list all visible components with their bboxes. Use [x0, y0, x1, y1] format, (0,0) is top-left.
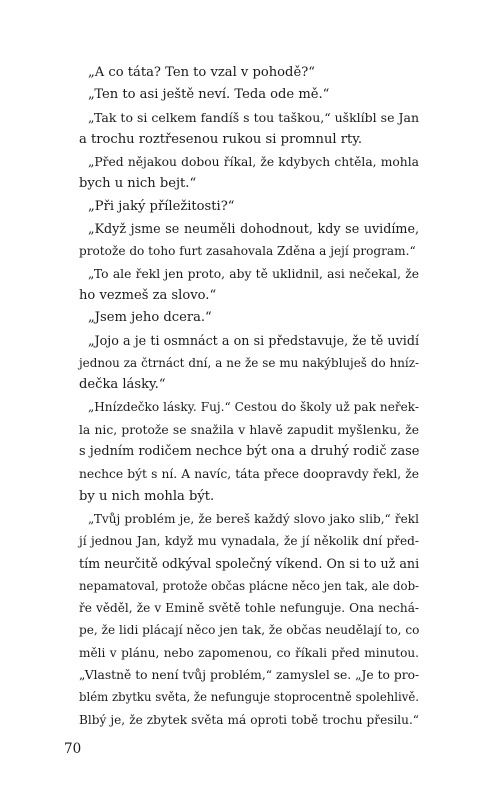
text-line: „Jojo a je ti osmnáct a on si představuje, že tě uvidí — [88, 332, 419, 348]
text-line: měli v plánu, nebo zapomenou, co říkali před minutou. — [79, 645, 419, 660]
text-line: pe, že lidi plácají něco jen tak, že občas neudělají to, co — [79, 623, 420, 638]
text-line: blém zbytku světa, že nefunguje stoprocentně spolehlivě. — [79, 690, 419, 705]
text-line: „Před nějakou dobou říkal, že kdybych chtěla, mohla — [88, 155, 419, 170]
text-line: Blbý je, že zbytek světa má oproti tobě trochu přesilu.“ — [79, 712, 419, 727]
text-line: dečka lásky.“ — [79, 377, 166, 393]
text-line: „Hnízdečko lásky. Fuj.“ Cestou do školy už pak neřek- — [88, 400, 419, 415]
text-line: „A co táta? Ten to vzal v pohodě?“ — [88, 65, 315, 80]
text-line: „Při jaký příležitosti?“ — [88, 198, 235, 214]
text-line: nepamatoval, protože občas plácne něco jen tak, ale dob- — [79, 578, 419, 593]
text-line: ře věděl, že v Emině světě tohle nefunguje. Ona nechá- — [79, 601, 419, 616]
text-line: a trochu roztřesenou rukou si promnul rty. — [79, 131, 363, 147]
text-line: la nic, protože se snažila v hlavě zapudit myšlenku, že — [79, 422, 419, 437]
text-line: „To ale řekl jen proto, aby tě uklidnil, asi nečekal, že — [88, 266, 419, 281]
body-text — [79, 62, 419, 731]
text-line: nechce být s ní. A navíc, táta přece doopravdy řekl, že — [79, 467, 419, 482]
text-line: „Tvůj problém je, že bereš každý slovo jako slib,“ řekl — [88, 511, 419, 526]
text-line: by u nich mohla být. — [79, 488, 215, 504]
text-line: tím neurčitě odkýval společný víkend. On si to už ani — [79, 555, 420, 571]
text-line: „Když jsme se neuměli dohodnout, kdy se uvidíme, — [88, 221, 419, 237]
text-line: „Vlastně to není tvůj problém,“ zamyslel se. „Je to pro- — [79, 668, 420, 683]
page-number: 70 — [64, 741, 82, 757]
text-line: „Jsem jeho dcera.“ — [88, 310, 212, 326]
text-line: „Tak to si celkem fandíš s tou taškou,“ ušklíbl se Jan — [88, 109, 419, 125]
text-line: jí jednou Jan, když mu vynadala, že jí několik dní před- — [79, 534, 419, 549]
text-line: s jedním rodičem nechce být ona a druhý rodič zase — [79, 444, 420, 460]
text-line: „Ten to asi ještě neví. Teda ode mě.“ — [88, 87, 330, 103]
text-line: ho vezmeš za slovo.“ — [79, 287, 217, 303]
text-line: jednou za čtrnáct dní, a ne že se mu nakýbluješ do hníz- — [79, 355, 419, 370]
text-line: protože do toho furt zasahovala Zděna a její program.“ — [79, 244, 416, 259]
text-line: bych u nich bejt.“ — [79, 176, 197, 192]
